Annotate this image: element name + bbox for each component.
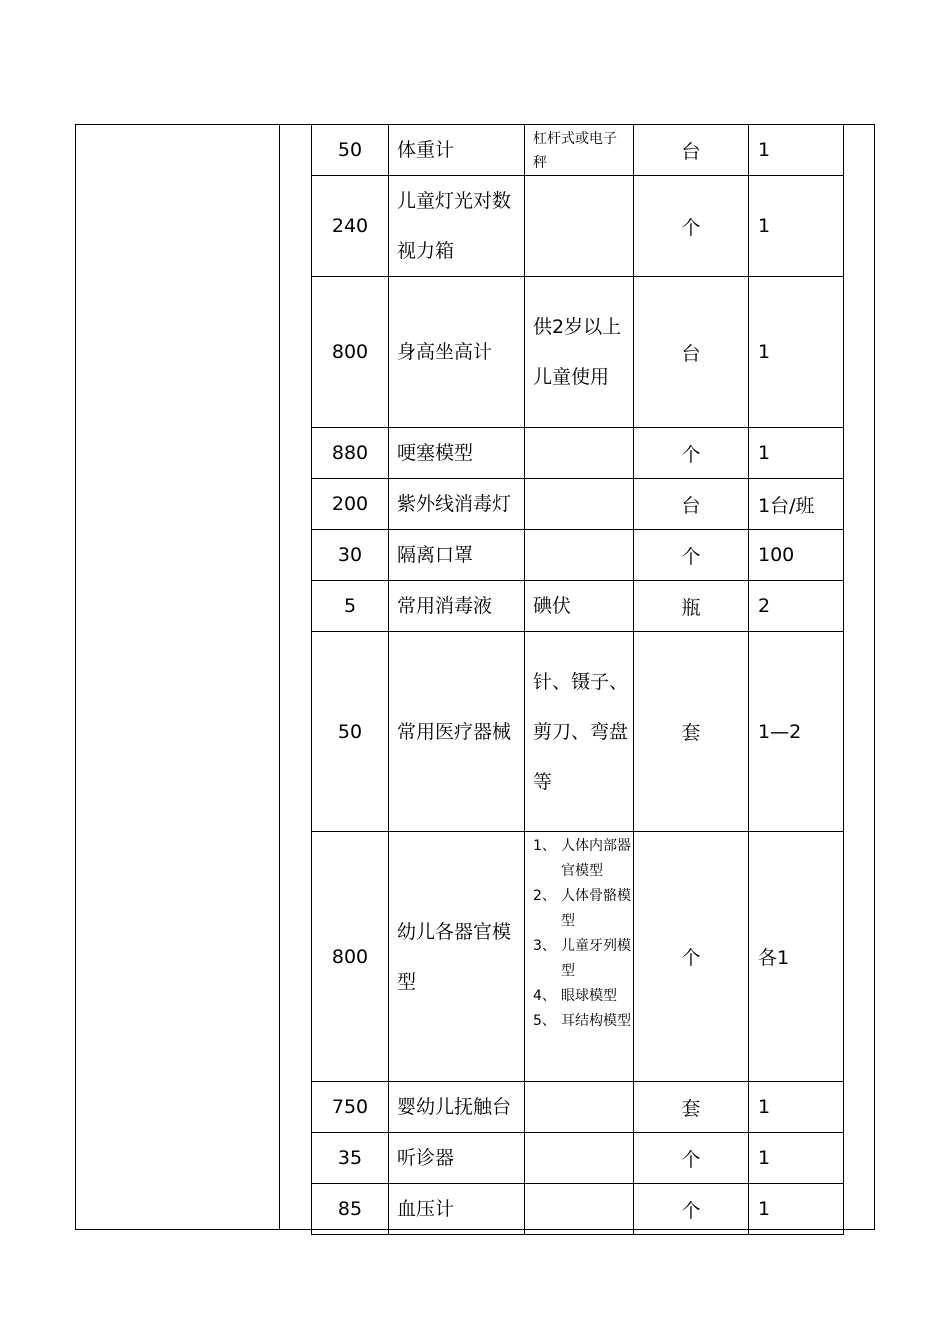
item-name-cell: 常用医疗器械 — [389, 632, 525, 832]
table-row — [312, 1082, 844, 1133]
table-row — [312, 277, 844, 428]
price-cell: 880 — [312, 428, 389, 479]
qty-cell: 1 — [749, 277, 844, 428]
equipment-table — [311, 124, 844, 1235]
qty-cell: 1 — [749, 428, 844, 479]
spec-cell — [525, 176, 634, 277]
qty-cell: 1 — [749, 125, 844, 176]
table-row — [312, 530, 844, 581]
unit-cell: 个 — [634, 1184, 749, 1235]
qty-cell: 1 — [749, 1082, 844, 1133]
item-name-cell: 隔离口罩 — [389, 530, 525, 581]
qty-cell: 1 — [749, 1133, 844, 1184]
table-row — [312, 581, 844, 632]
item-name-cell: 体重计 — [389, 125, 525, 176]
spec-cell — [525, 1133, 634, 1184]
price-cell: 85 — [312, 1184, 389, 1235]
item-name-cell: 幼儿各器官模型 — [389, 832, 525, 1082]
qty-cell: 2 — [749, 581, 844, 632]
qty-cell: 1 — [749, 176, 844, 277]
spec-list-number: 2、 — [533, 888, 556, 904]
column-divider-1 — [279, 124, 280, 1230]
item-name-cell: 血压计 — [389, 1184, 525, 1235]
unit-cell: 个 — [634, 1133, 749, 1184]
price-cell: 35 — [312, 1133, 389, 1184]
spec-cell: 碘伏 — [525, 581, 634, 632]
spec-list-text: 耳结构模型 — [561, 1013, 631, 1029]
qty-cell: 1—2 — [749, 632, 844, 832]
spec-cell: 供2岁以上儿童使用 — [525, 277, 634, 428]
qty-cell: 1台/班 — [749, 479, 844, 530]
spec-cell — [525, 479, 634, 530]
spec-list-item — [533, 884, 633, 934]
spec-list-number: 1、 — [533, 838, 556, 854]
spec-cell — [525, 1184, 634, 1235]
spec-cell — [525, 832, 634, 1082]
spec-cell — [525, 1082, 634, 1133]
price-cell: 750 — [312, 1082, 389, 1133]
price-cell: 200 — [312, 479, 389, 530]
spec-list-number: 5、 — [533, 1013, 556, 1029]
item-name-cell: 婴幼儿抚触台 — [389, 1082, 525, 1133]
unit-cell: 个 — [634, 530, 749, 581]
unit-cell: 台 — [634, 277, 749, 428]
table-row — [312, 832, 844, 1082]
item-name-cell: 儿童灯光对数视力箱 — [389, 176, 525, 277]
spec-list-item — [533, 984, 633, 1009]
price-cell: 5 — [312, 581, 389, 632]
item-name-cell: 紫外线消毒灯 — [389, 479, 525, 530]
table-row — [312, 479, 844, 530]
qty-cell: 各1 — [749, 832, 844, 1082]
item-name-cell: 常用消毒液 — [389, 581, 525, 632]
spec-list-item — [533, 1009, 633, 1034]
spec-cell — [525, 125, 634, 176]
unit-cell: 台 — [634, 479, 749, 530]
price-cell: 800 — [312, 277, 389, 428]
price-cell: 30 — [312, 530, 389, 581]
table-row — [312, 632, 844, 832]
table-row — [312, 428, 844, 479]
spec-cell — [525, 530, 634, 581]
unit-cell: 个 — [634, 428, 749, 479]
price-cell: 800 — [312, 832, 389, 1082]
spec-list — [533, 834, 633, 1034]
qty-cell: 100 — [749, 530, 844, 581]
price-cell: 50 — [312, 125, 389, 176]
item-name-cell: 听诊器 — [389, 1133, 525, 1184]
table-row — [312, 1184, 844, 1235]
spec-text: 杠杆式或电子秤 — [533, 131, 617, 171]
spec-list-item — [533, 834, 633, 884]
unit-cell: 瓶 — [634, 581, 749, 632]
spec-list-item — [533, 934, 633, 984]
spec-list-text: 人体骨骼模型 — [561, 888, 631, 929]
unit-cell: 套 — [634, 1082, 749, 1133]
spec-list-text: 眼球模型 — [561, 988, 617, 1004]
table-row — [312, 176, 844, 277]
item-name-cell: 哽塞模型 — [389, 428, 525, 479]
spec-list-number: 3、 — [533, 938, 556, 954]
qty-cell: 1 — [749, 1184, 844, 1235]
spec-list-text: 儿童牙列模型 — [561, 938, 631, 979]
item-name-cell: 身高坐高计 — [389, 277, 525, 428]
table-row — [312, 125, 844, 176]
price-cell: 50 — [312, 632, 389, 832]
unit-cell: 套 — [634, 632, 749, 832]
spec-list-number: 4、 — [533, 988, 556, 1004]
unit-cell: 台 — [634, 125, 749, 176]
table-row — [312, 1133, 844, 1184]
spec-cell: 针、镊子、剪刀、弯盘等 — [525, 632, 634, 832]
unit-cell: 个 — [634, 176, 749, 277]
spec-list-text: 人体内部器官模型 — [561, 838, 631, 879]
price-cell: 240 — [312, 176, 389, 277]
unit-cell: 个 — [634, 832, 749, 1082]
spec-cell — [525, 428, 634, 479]
